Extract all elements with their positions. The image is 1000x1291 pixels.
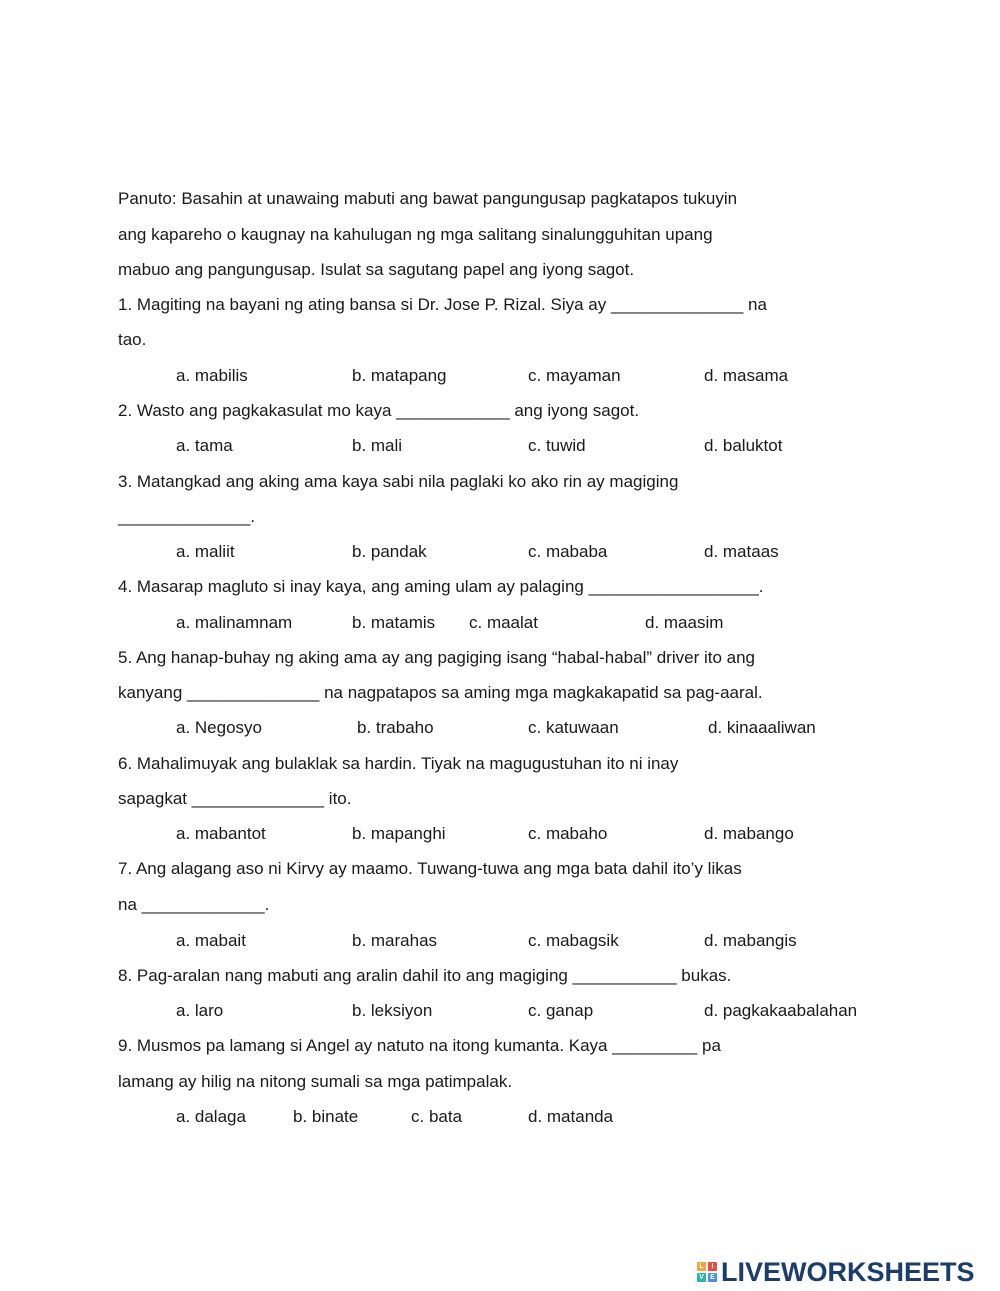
q1-choice-c[interactable]: c. mayaman bbox=[528, 366, 621, 385]
logo-tile-v: V bbox=[697, 1273, 706, 1282]
question-7-line-1: 7. Ang alagang aso ni Kirvy ay maamo. Tuwang-tuwa ang mga bata dahil ito’y likas bbox=[118, 859, 742, 878]
q3-choice-b[interactable]: b. pandak bbox=[352, 542, 427, 561]
question-9-line-2: lamang ay hilig na nitong sumali sa mga patimpalak. bbox=[118, 1072, 513, 1091]
q6-choice-a[interactable]: a. mabantot bbox=[176, 824, 266, 843]
q5-choice-b[interactable]: b. trabaho bbox=[357, 718, 434, 737]
q1-choice-b[interactable]: b. matapang bbox=[352, 366, 447, 385]
q4-choice-a[interactable]: a. malinamnam bbox=[176, 613, 293, 632]
question-3-line-1: 3. Matangkad ang aking ama kaya sabi nila paglaki ko ako rin ay magiging bbox=[118, 472, 679, 491]
question-1-line-1: 1. Magiting na bayani ng ating bansa si Dr. Jose P. Rizal. Siya ay ______________ na bbox=[118, 295, 767, 314]
q4-choice-b[interactable]: b. matamis bbox=[352, 613, 436, 632]
q9-choice-a[interactable]: a. dalaga bbox=[176, 1107, 246, 1126]
logo-tile-e: E bbox=[708, 1273, 717, 1282]
liveworksheets-logo-text: LIVEWORKSHEETS bbox=[721, 1256, 975, 1287]
question-8-line-1: 8. Pag-aralan nang mabuti ang aralin dahil ito ang magiging ___________ bukas. bbox=[118, 966, 732, 985]
question-5-line-2: kanyang ______________ na nagpatapos sa aming mga magkakapatid sa pag-aaral. bbox=[118, 683, 763, 702]
liveworksheets-logo-icon bbox=[697, 1262, 717, 1282]
q7-choice-c[interactable]: c. mabagsik bbox=[528, 931, 619, 950]
instruction-line-1: Panuto: Basahin at unawaing mabuti ang bawat pangungusap pagkatapos tukuyin bbox=[118, 189, 738, 208]
instruction-line-3: mabuo ang pangungusap. Isulat sa sagutang papel ang iyong sagot. bbox=[118, 260, 635, 279]
q8-choice-a[interactable]: a. laro bbox=[176, 1001, 224, 1020]
question-9-line-1: 9. Musmos pa lamang si Angel ay natuto na itong kumanta. Kaya _________ pa bbox=[118, 1036, 721, 1055]
question-2-line-1: 2. Wasto ang pagkakasulat mo kaya ____________ ang iyong sagot. bbox=[118, 401, 640, 420]
q6-choice-b[interactable]: b. mapanghi bbox=[352, 824, 446, 843]
q5-choice-d[interactable]: d. kinaaaliwan bbox=[708, 718, 816, 737]
q8-choice-d[interactable]: d. pagkakaabalahan bbox=[704, 1001, 858, 1020]
q3-choice-c[interactable]: c. mababa bbox=[528, 542, 608, 561]
question-6-line-2: sapagkat ______________ ito. bbox=[118, 789, 352, 808]
question-5-line-1: 5. Ang hanap-buhay ng aking ama ay ang pagiging isang “habal-habal” driver ito ang bbox=[118, 648, 756, 667]
q4-choice-d[interactable]: d. maasim bbox=[645, 613, 724, 632]
question-7-line-2: na _____________. bbox=[118, 895, 270, 914]
q3-choice-a[interactable]: a. maliit bbox=[176, 542, 235, 561]
logo-tile-l: L bbox=[697, 1262, 706, 1271]
question-4-line-1: 4. Masarap magluto si inay kaya, ang aming ulam ay palaging __________________. bbox=[118, 577, 764, 596]
q2-choice-d[interactable]: d. baluktot bbox=[704, 436, 783, 455]
question-1-line-2: tao. bbox=[118, 330, 147, 349]
q5-choice-a[interactable]: a. Negosyo bbox=[176, 718, 262, 737]
q9-choice-c[interactable]: c. bata bbox=[411, 1107, 463, 1126]
q5-choice-c[interactable]: c. katuwaan bbox=[528, 718, 619, 737]
liveworksheets-logo[interactable] bbox=[697, 1256, 975, 1287]
q8-choice-b[interactable]: b. leksiyon bbox=[352, 1001, 433, 1020]
question-3-line-2: ______________. bbox=[118, 507, 256, 526]
q9-choice-d[interactable]: d. matanda bbox=[528, 1107, 614, 1126]
q2-choice-b[interactable]: b. mali bbox=[352, 436, 403, 455]
logo-tile-i: I bbox=[708, 1262, 717, 1271]
q3-choice-d[interactable]: d. mataas bbox=[704, 542, 779, 561]
q2-choice-a[interactable]: a. tama bbox=[176, 436, 233, 455]
q1-choice-d[interactable]: d. masama bbox=[704, 366, 789, 385]
question-6-line-1: 6. Mahalimuyak ang bulaklak sa hardin. Tiyak na magugustuhan ito ni inay bbox=[118, 754, 679, 773]
q9-choice-b[interactable]: b. binate bbox=[293, 1107, 359, 1126]
q7-choice-d[interactable]: d. mabangis bbox=[704, 931, 797, 950]
q7-choice-b[interactable]: b. marahas bbox=[352, 931, 438, 950]
q7-choice-a[interactable]: a. mabait bbox=[176, 931, 246, 950]
q6-choice-c[interactable]: c. mabaho bbox=[528, 824, 608, 843]
q4-choice-c[interactable]: c. maalat bbox=[469, 613, 538, 632]
instruction-line-2: ang kapareho o kaugnay na kahulugan ng mga salitang sinalungguhitan upang bbox=[118, 225, 713, 244]
q8-choice-c[interactable]: c. ganap bbox=[528, 1001, 594, 1020]
q1-choice-a[interactable]: a. mabilis bbox=[176, 366, 248, 385]
q6-choice-d[interactable]: d. mabango bbox=[704, 824, 794, 843]
q2-choice-c[interactable]: c. tuwid bbox=[528, 436, 586, 455]
